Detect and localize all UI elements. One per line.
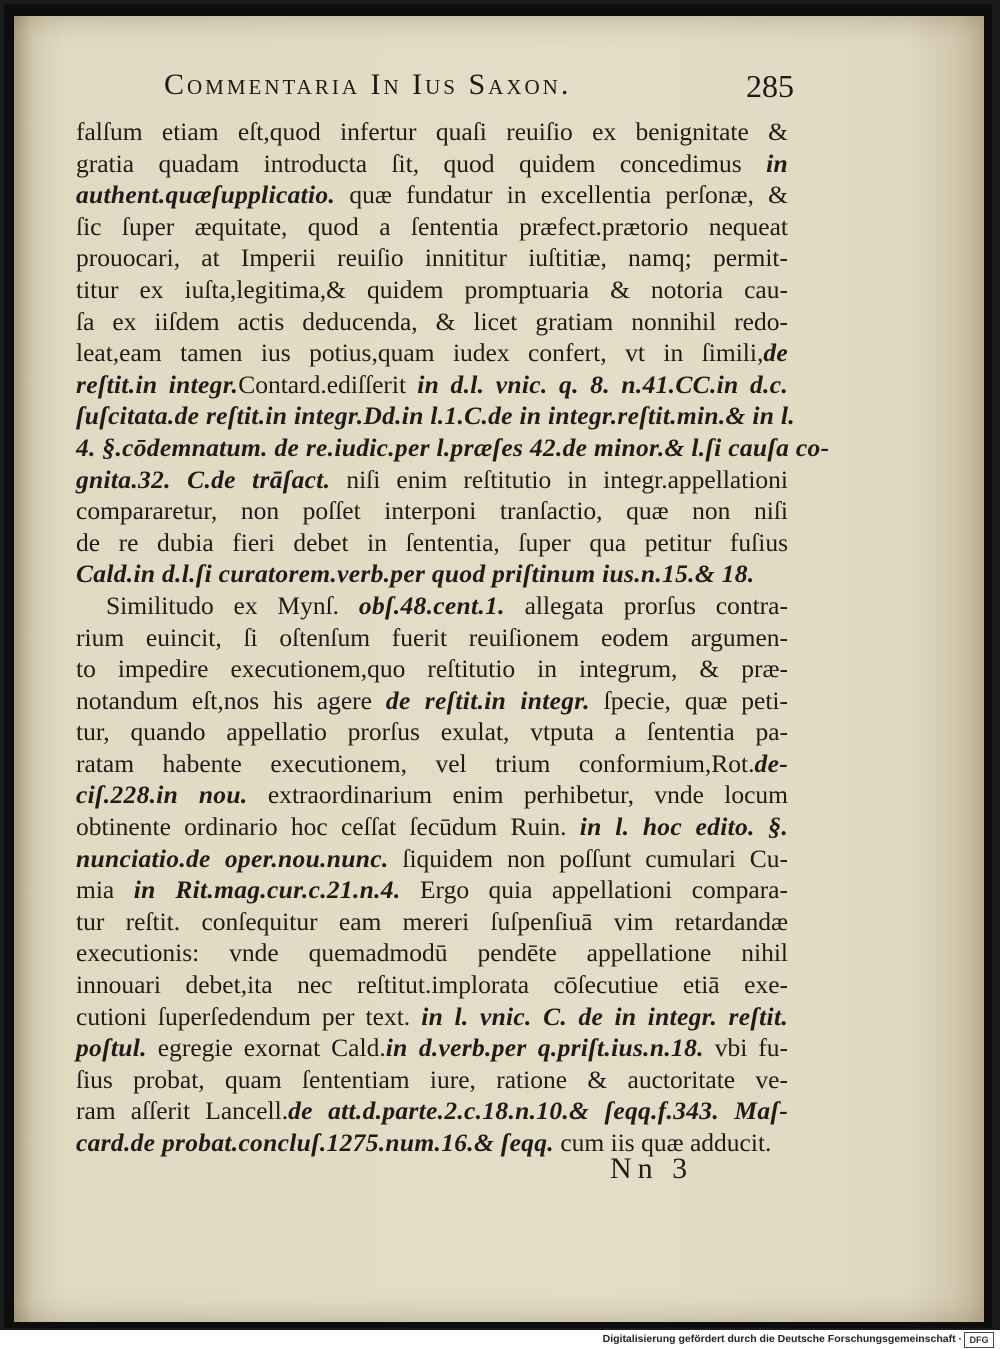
running-title: Commentaria In Ius Saxon. (164, 68, 572, 101)
text-segment: titur ex iuſta,legitima,& quidem promptuaria & notoria cau- (76, 274, 788, 304)
citation-segment: de att.d.parte.2.c.18.n.10.& ſeqq.f.343. Maſ- (288, 1096, 789, 1126)
text-line (76, 969, 788, 1001)
text-segment: niſi enim reſtitutio in integr.appellationi (330, 464, 788, 494)
text-segment: cum iis quæ adducit. (553, 1128, 772, 1157)
text-segment: obtinente ordinario hoc ceſſat ſecūdum Ruin. (76, 812, 580, 842)
citation-segment: ſuſcitata.de reſtit.in integr.Dd.in l.1.C.de in integr.reſtit.min.& in l. (76, 401, 795, 431)
citation-segment: in d.l. vnic. q. 8. n.41.CC.in d.c. (417, 369, 788, 399)
dfg-logo: DFG (964, 1332, 994, 1348)
text-segment: Similitudo ex Mynſ. (106, 590, 359, 620)
text-line (76, 527, 788, 559)
text-segment: ram aſſerit Lancell. (76, 1096, 289, 1126)
text-line (76, 274, 788, 306)
citation-segment: de- (754, 748, 788, 778)
text-segment: ſiquidem non poſſunt cumulari Cu- (388, 843, 788, 873)
funding-credit: Digitalisierung gefördert durch die Deutsche Forschungsgemeinschaft · (602, 1333, 962, 1345)
text-line (76, 811, 788, 843)
text-line (76, 148, 788, 180)
text-line (76, 306, 788, 338)
text-segment: mia (76, 875, 134, 905)
citation-segment: in l. vnic. C. de in integr. reſtit. (421, 1001, 788, 1031)
text-segment: vbi fu- (703, 1033, 789, 1063)
text-segment: ſpecie, quæ peti- (589, 685, 788, 715)
text-line (76, 432, 830, 464)
text-line (76, 685, 788, 717)
text-line (76, 906, 788, 938)
text-segment: ſius probat, quam ſententiam iure, ratione & auctoritate ve- (76, 1064, 788, 1094)
text-line (76, 179, 788, 211)
text-line (76, 653, 788, 685)
footer-bar (0, 1330, 1000, 1349)
text-segment: compararetur, non poſſet interponi tranſactio, quæ non niſi (76, 496, 788, 526)
text-segment: ſa ex iiſdem actis deducenda, & licet gratiam nonnihil redo- (76, 306, 788, 336)
citation-segment: de (763, 338, 788, 368)
text-segment: leat,eam tamen ius potius,quam iudex confert, vt in ſimili, (76, 338, 764, 368)
text-line (76, 400, 795, 432)
citation-segment: in d.verb.per q.priſt.ius.n.18. (385, 1033, 704, 1063)
citation-segment: nunciatio.de oper.nou.nunc. (76, 843, 389, 873)
citation-segment: obſ.48.cent.1. (358, 590, 505, 620)
text-segment: extraordinarium enim perhibetur, vnde locum (247, 780, 788, 810)
text-line (76, 337, 788, 369)
text-line (76, 1001, 788, 1033)
text-line (76, 369, 788, 401)
text-segment: de re dubia fieri debet in ſententia, ſuper qua petitur fuſius (76, 527, 788, 557)
citation-segment: poſtul. (76, 1033, 147, 1063)
text-segment: notandum eſt,nos his agere (76, 685, 386, 715)
text-line (76, 779, 788, 811)
citation-segment: authent.quæſupplicatio. (76, 180, 336, 210)
citation-segment: in Rit.mag.cur.c.21.n.4. (133, 875, 401, 905)
scan-background (4, 4, 992, 1328)
text-line (76, 874, 788, 906)
body-text (76, 116, 830, 1159)
text-segment: gratia quadam introducta ſit, quod quidem concedimus (76, 148, 767, 178)
text-segment: tur, quando appellatio prorſus exulat, vtputa a ſententia pa- (76, 717, 788, 747)
text-line (76, 843, 788, 875)
text-segment: Contard.ediſſerit (238, 369, 418, 399)
text-line (76, 1032, 788, 1064)
citation-segment: Cald.in d.l.ſi curatorem.verb.per quod priſtinum ius.n.15.& 18. (76, 559, 755, 589)
text-line (76, 590, 788, 622)
text-line (76, 622, 788, 654)
text-line (76, 464, 788, 496)
text-line (76, 1095, 788, 1127)
citation-segment: in l. hoc edito. §. (579, 812, 788, 842)
citation-segment: 4. §.cōdemnatum. de re.iudic.per l.præſes 42.de minor.& l.ſi cauſa co- (76, 432, 830, 462)
book-page (14, 16, 984, 1322)
text-segment: executionis: vnde quemadmodū pendēte appellatione nihil (76, 938, 788, 968)
text-line (76, 1064, 788, 1096)
text-segment: prouocari, at Imperii reuiſio innititur iuſtitiæ, namq; permit- (76, 243, 788, 273)
text-segment: falſum etiam eſt,quod infertur quaſi reuiſio ex benignitate & (76, 117, 788, 146)
citation-segment: reſtit.in integr. (76, 369, 239, 399)
text-segment: to impedire executionem,quo reſtitutio in integrum, & præ- (76, 654, 788, 684)
text-segment: Ergo quia appellationi compara- (400, 875, 788, 905)
citation-segment: in (766, 148, 788, 178)
text-line (76, 558, 788, 590)
text-segment: rium euincit, ſi oſtenſum fuerit reuiſionem eodem argumen- (76, 622, 788, 652)
citation-segment: gnita.32. C.de trāſact. (76, 464, 331, 494)
text-line (76, 495, 788, 527)
text-segment: tur reſtit. conſequitur eam mereri ſuſpenſiuā vim retardandæ (76, 906, 788, 936)
citation-segment: ciſ.228.in nou. (76, 780, 248, 810)
text-segment: ratam habente executionem, vel trium conformium,Rot. (76, 748, 755, 778)
text-segment: egregie exornat Cald. (146, 1033, 386, 1063)
text-segment: quæ fundatur in excellentia perſonæ, & (335, 180, 788, 210)
text-segment: innouari debet,ita nec reſtitut.implorata cōſecutiue etiā exe- (76, 970, 788, 1000)
page-header (164, 68, 794, 112)
text-line (76, 716, 788, 748)
text-segment: ſic ſuper æquitate, quod a ſententia præfect.prætorio nequeat (76, 211, 788, 241)
citation-segment: de reſtit.in integr. (385, 685, 590, 715)
text-line (76, 211, 788, 243)
text-line (76, 748, 788, 780)
text-line (76, 116, 788, 148)
citation-segment: card.de probat.concluſ.1275.num.16.& ſeqq. (76, 1128, 554, 1157)
text-segment: allegata prorſus contra- (504, 590, 788, 620)
signature-mark: Nn 3 (610, 1152, 694, 1185)
page-number: 285 (746, 68, 794, 104)
text-line (76, 937, 788, 969)
text-segment: cutioni ſuperſedendum per text. (76, 1001, 422, 1031)
text-line (76, 242, 788, 274)
